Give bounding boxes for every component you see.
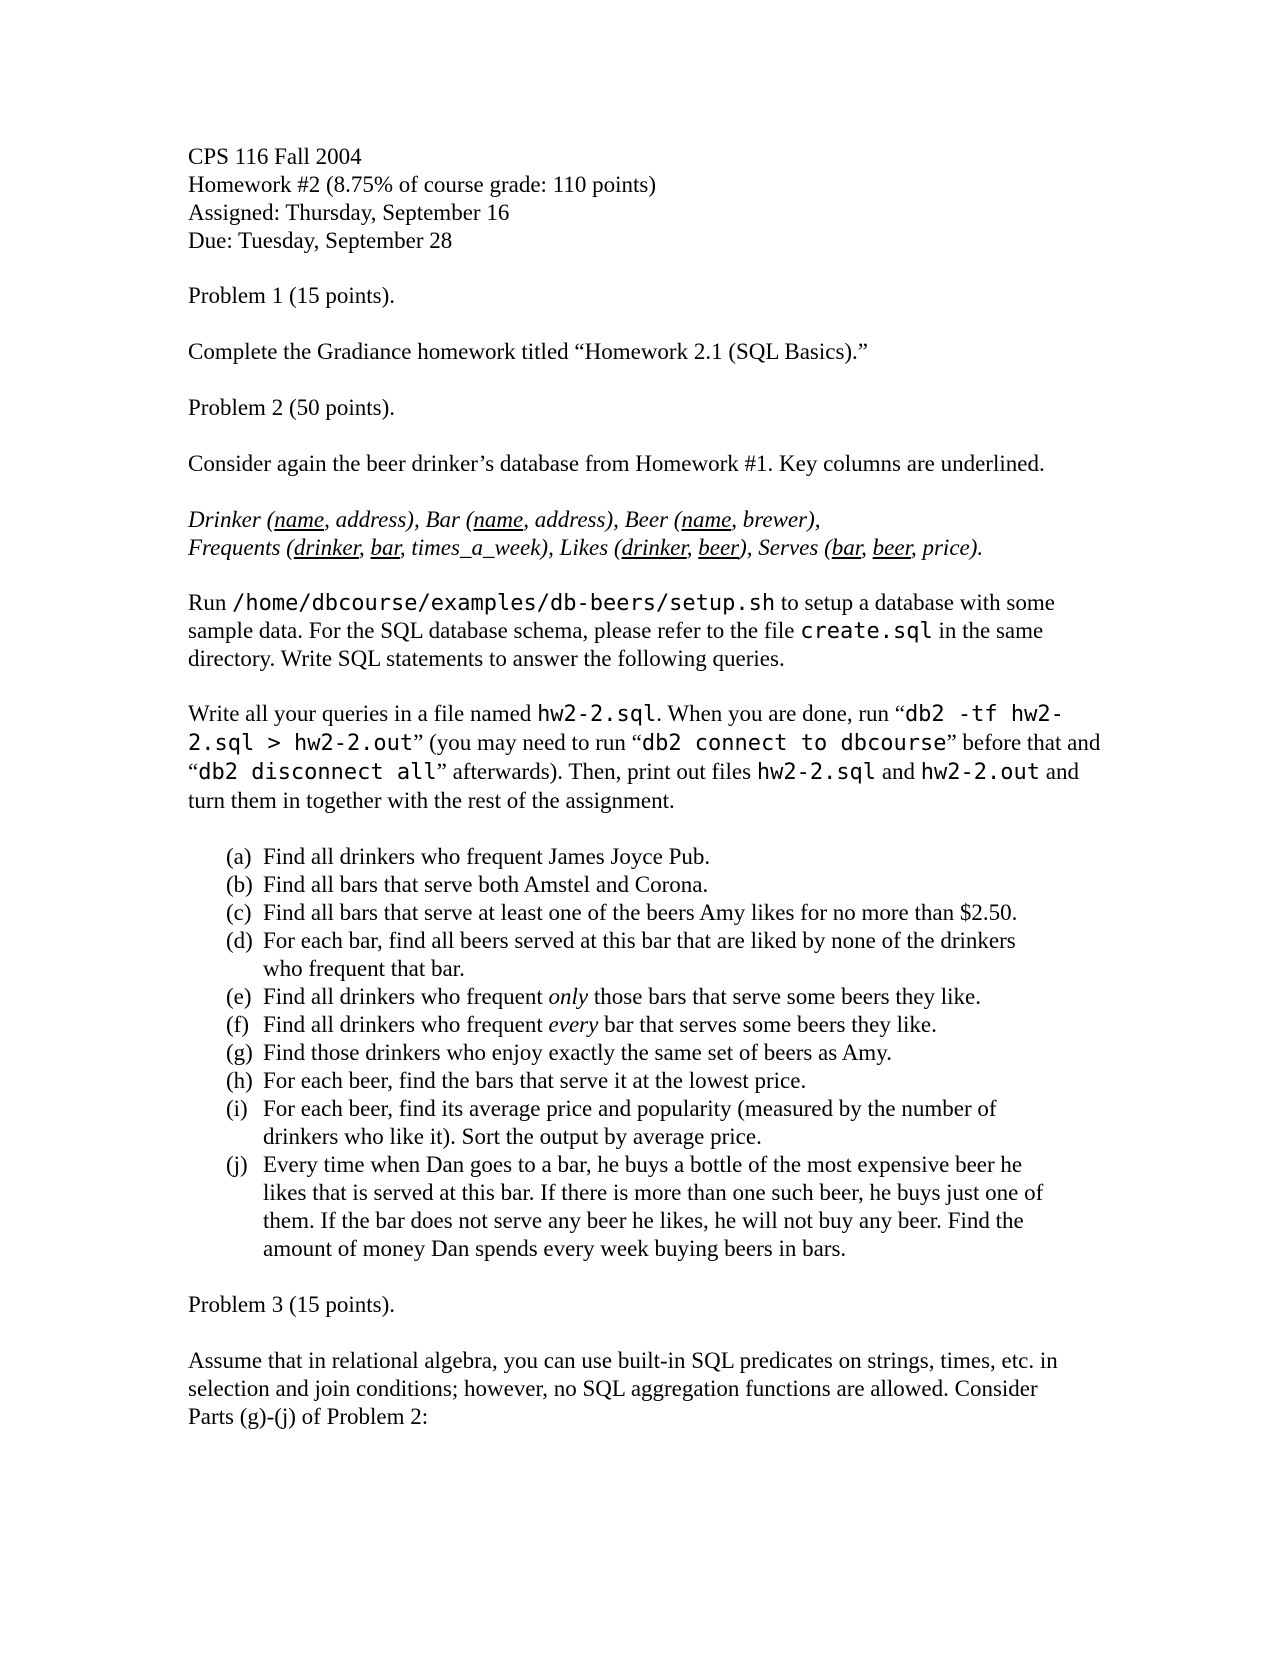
- item-j-text-line-1: Every time when Dan goes to a bar, he buys a bottle of the most expensive beer he: [263, 1152, 1023, 1177]
- emphasis: only: [548, 984, 589, 1009]
- text-span: bar that serves some beers they like.: [598, 1012, 937, 1037]
- item-a-text: Find all drinkers who frequent James Joyce Pub.: [263, 844, 711, 869]
- key-column: name: [473, 507, 524, 532]
- text-span: those bars that serve some beers they like.: [588, 984, 981, 1009]
- item-label: (h): [226, 1068, 253, 1093]
- problem3-text-line-2: selection and join conditions; however, no SQL aggregation functions are allowed. Consider: [188, 1376, 1038, 1401]
- key-column: beer: [698, 535, 740, 560]
- setup-script-path: /home/dbcourse/examples/db-beers/setup.sh: [232, 591, 776, 616]
- text-span: ” (you may need to run “: [413, 730, 642, 755]
- item-b-text: Find all bars that serve both Amstel and Corona.: [263, 872, 709, 897]
- item-label: (e): [226, 984, 252, 1009]
- item-label: (g): [226, 1040, 253, 1065]
- key-column: name: [681, 507, 732, 532]
- key-column: beer: [872, 535, 911, 560]
- due-date: Due: Tuesday, September 28: [188, 228, 453, 253]
- relation-frequents: Frequents: [188, 535, 281, 560]
- item-f-text: [263, 1011, 937, 1039]
- relation-bar: Bar: [425, 507, 460, 532]
- text-span: Write all your queries in a file named: [188, 701, 538, 726]
- relation-beer: Beer: [624, 507, 669, 532]
- item-d-text-line-1: For each bar, find all beers served at this bar that are liked by none of the drinkers: [263, 928, 1016, 953]
- run-line-1: [188, 589, 1055, 618]
- item-d-text-line-2: who frequent that bar.: [263, 956, 465, 981]
- run-command: db2 -tf hw2-: [904, 702, 1064, 727]
- item-h-text: For each beer, find the bars that serve it at the lowest price.: [263, 1068, 807, 1093]
- text-span: ” afterwards). Then, print out files: [436, 759, 757, 784]
- schema-line-2: Frequents (drinker, bar, times_a_week), Likes (drinker, beer), Serves (bar, beer, price).: [188, 535, 984, 560]
- item-label: (j): [226, 1152, 248, 1177]
- key-column: bar: [370, 535, 400, 560]
- problem1-heading: Problem 1 (15 points).: [188, 283, 395, 308]
- write-line-3: [188, 758, 1079, 787]
- item-label: (a): [226, 844, 252, 869]
- write-line-1: [188, 700, 1064, 729]
- homework-title: Homework #2 (8.75% of course grade: 110 points): [188, 172, 656, 197]
- item-label: (b): [226, 872, 253, 897]
- problem1-text: Complete the Gradiance homework titled “Homework 2.1 (SQL Basics).”: [188, 339, 869, 364]
- column: address: [335, 507, 407, 532]
- item-label: (d): [226, 928, 253, 953]
- key-column: bar: [831, 535, 862, 560]
- key-column: drinker: [621, 535, 687, 560]
- text-span: sample data. For the SQL database schema, please refer to the file: [188, 618, 801, 643]
- text-span: “: [188, 759, 199, 784]
- problem3-text-line-1: Assume that in relational algebra, you can use built-in SQL predicates on strings, times, etc. in: [188, 1348, 1058, 1373]
- relation-drinker: Drinker: [188, 507, 261, 532]
- item-i-text-line-2: drinkers who like it). Sort the output by average price.: [263, 1124, 762, 1149]
- sql-file-name: hw2-2.sql: [756, 760, 877, 785]
- write-line-4: turn them in together with the rest of the assignment.: [188, 788, 675, 813]
- item-g-text: Find those drinkers who enjoy exactly the same set of beers as Amy.: [263, 1040, 892, 1065]
- text-span: and: [876, 759, 921, 784]
- sql-file-name: hw2-2.sql: [537, 702, 657, 727]
- assigned-date: Assigned: Thursday, September 16: [188, 200, 510, 225]
- item-j-text-line-3: them. If the bar does not serve any beer he likes, he will not buy any beer. Find the: [263, 1208, 1024, 1233]
- course-title: CPS 116 Fall 2004: [188, 144, 362, 169]
- item-j-text-line-4: amount of money Dan spends every week buying beers in bars.: [263, 1236, 847, 1261]
- item-label: (f): [226, 1012, 249, 1037]
- column: brewer: [742, 507, 808, 532]
- column: price: [922, 535, 970, 560]
- item-i-text-line-1: For each beer, find its average price and popularity (measured by the number of: [263, 1096, 997, 1121]
- disconnect-command: db2 disconnect all: [198, 760, 437, 785]
- item-label: (c): [226, 900, 252, 925]
- schema-line-1: Drinker (name, address), Bar (name, address), Beer (name, brewer),: [188, 507, 821, 532]
- text-span: and: [1040, 759, 1079, 784]
- column: times_a_week: [411, 535, 541, 560]
- problem3-text-line-3: Parts (g)-(j) of Problem 2:: [188, 1404, 429, 1429]
- item-label: (i): [226, 1096, 248, 1121]
- text-span: Find all drinkers who frequent: [263, 984, 549, 1009]
- relation-serves: Serves: [758, 535, 819, 560]
- text-span: ” before that and: [946, 730, 1101, 755]
- problem3-heading: Problem 3 (15 points).: [188, 1292, 395, 1317]
- text-span: Run: [188, 590, 233, 615]
- text-span: to setup a database with some: [775, 590, 1055, 615]
- run-command: 2.sql > hw2-2.out: [188, 731, 414, 756]
- text-span: . When you are done, run “: [656, 701, 905, 726]
- item-c-text: Find all bars that serve at least one of the beers Amy likes for no more than $2.50.: [263, 900, 1018, 925]
- text-span: Find all drinkers who frequent: [263, 1012, 549, 1037]
- key-column: name: [274, 507, 325, 532]
- text-span: in the same: [932, 618, 1044, 643]
- create-sql-file: create.sql: [800, 619, 933, 644]
- item-e-text: [263, 983, 981, 1011]
- problem2-intro: Consider again the beer drinker’s database from Homework #1. Key columns are underlined.: [188, 451, 1045, 476]
- key-column: drinker: [293, 535, 359, 560]
- item-j-text-line-2: likes that is served at this bar. If there is more than one such beer, he buys just one of: [263, 1180, 1044, 1205]
- run-line-3: directory. Write SQL statements to answer the following queries.: [188, 646, 785, 671]
- problem2-heading: Problem 2 (50 points).: [188, 395, 395, 420]
- connect-command: db2 connect to dbcourse: [641, 731, 947, 756]
- run-line-2: [188, 617, 1043, 646]
- relation-likes: Likes: [559, 535, 609, 560]
- write-line-2: [188, 729, 1100, 758]
- column: address: [534, 507, 606, 532]
- output-file-name: hw2-2.out: [920, 760, 1040, 785]
- emphasis: every: [548, 1012, 599, 1037]
